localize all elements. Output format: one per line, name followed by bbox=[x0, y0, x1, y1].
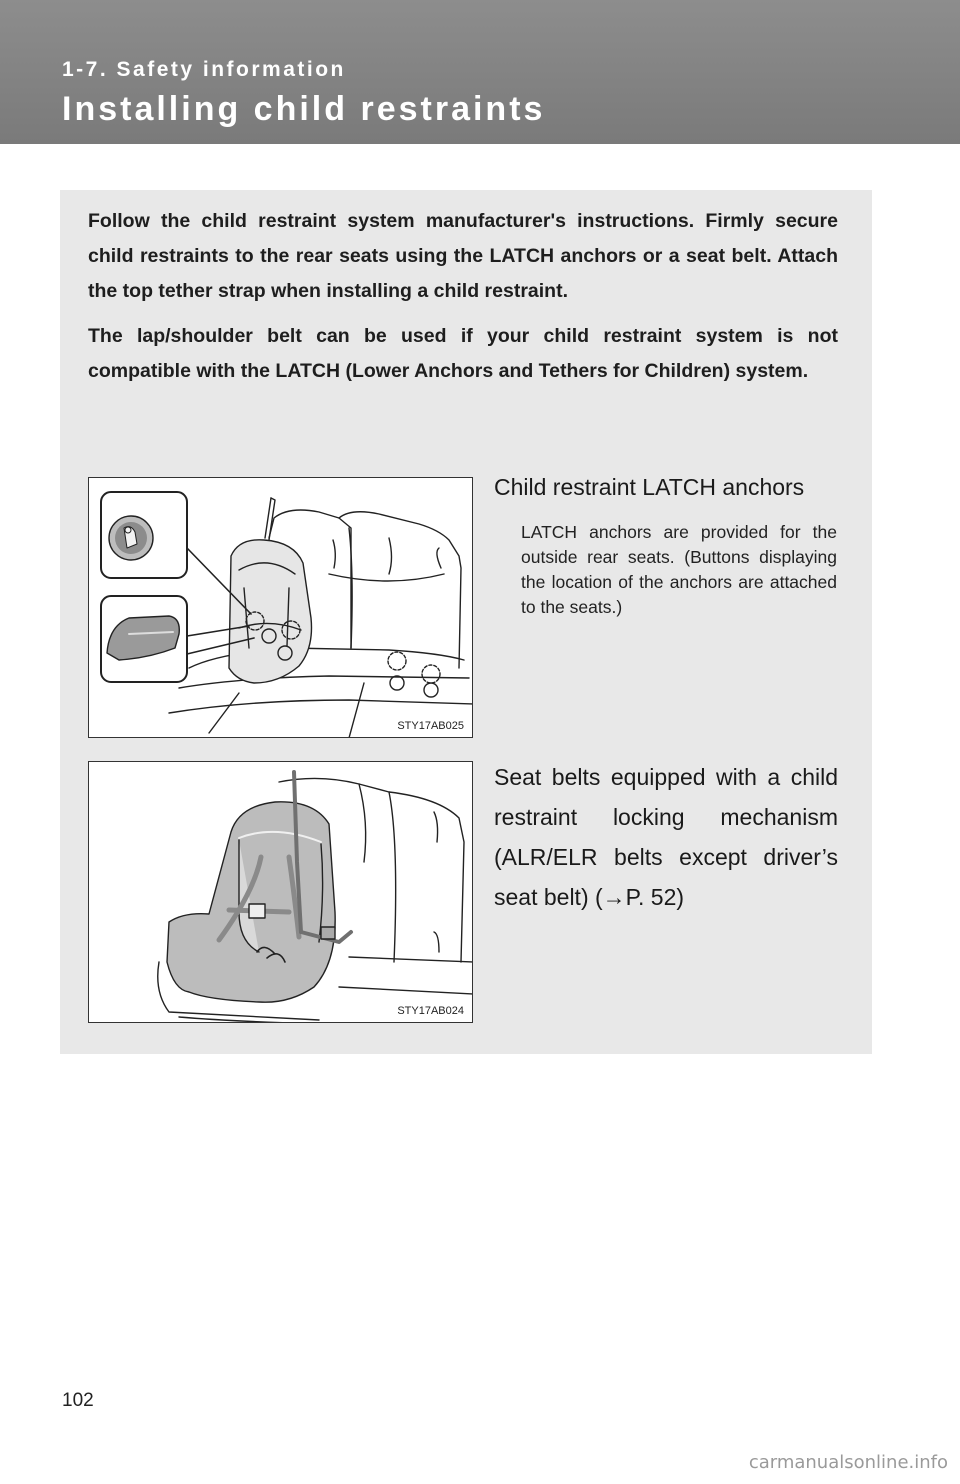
seat-belt-heading: Seat belts equipped with a child restraint locking mechanism (ALR/ELR belts except driver’s seat belt) (→P. 52) bbox=[494, 764, 838, 910]
watermark: carmanualsonline.info bbox=[748, 1452, 948, 1473]
page-number: 102 bbox=[62, 1390, 94, 1411]
page-header bbox=[0, 0, 960, 144]
section-label: 1-7. Safety information bbox=[62, 58, 346, 81]
intro-text bbox=[88, 204, 838, 399]
seat-belt-illustration bbox=[88, 761, 473, 1023]
latch-heading: Child restraint LATCH anchors bbox=[494, 474, 805, 500]
figure-code: STY17AB024 bbox=[397, 1005, 464, 1017]
latch-anchors-illustration bbox=[88, 477, 473, 738]
figure-code: STY17AB025 bbox=[397, 720, 464, 732]
page-title: Installing child restraints bbox=[62, 90, 546, 128]
intro-paragraph-2: The lap/shoulder belt can be used if your child restraint system is not compatible with the LATCH (Lower Anchors and Tethers for Children) system. bbox=[88, 325, 838, 382]
latch-body: LATCH anchors are provided for the outside rear seats. (Buttons displaying the location of the anchors are attached to the seats.) bbox=[521, 522, 837, 617]
intro-paragraph-1: Follow the child restraint system manufacturer's instructions. Firmly secure child restraints to the rear seats using the LATCH anchors or a seat belt. Attach the top tether strap when installing a child restraint. bbox=[88, 210, 838, 302]
